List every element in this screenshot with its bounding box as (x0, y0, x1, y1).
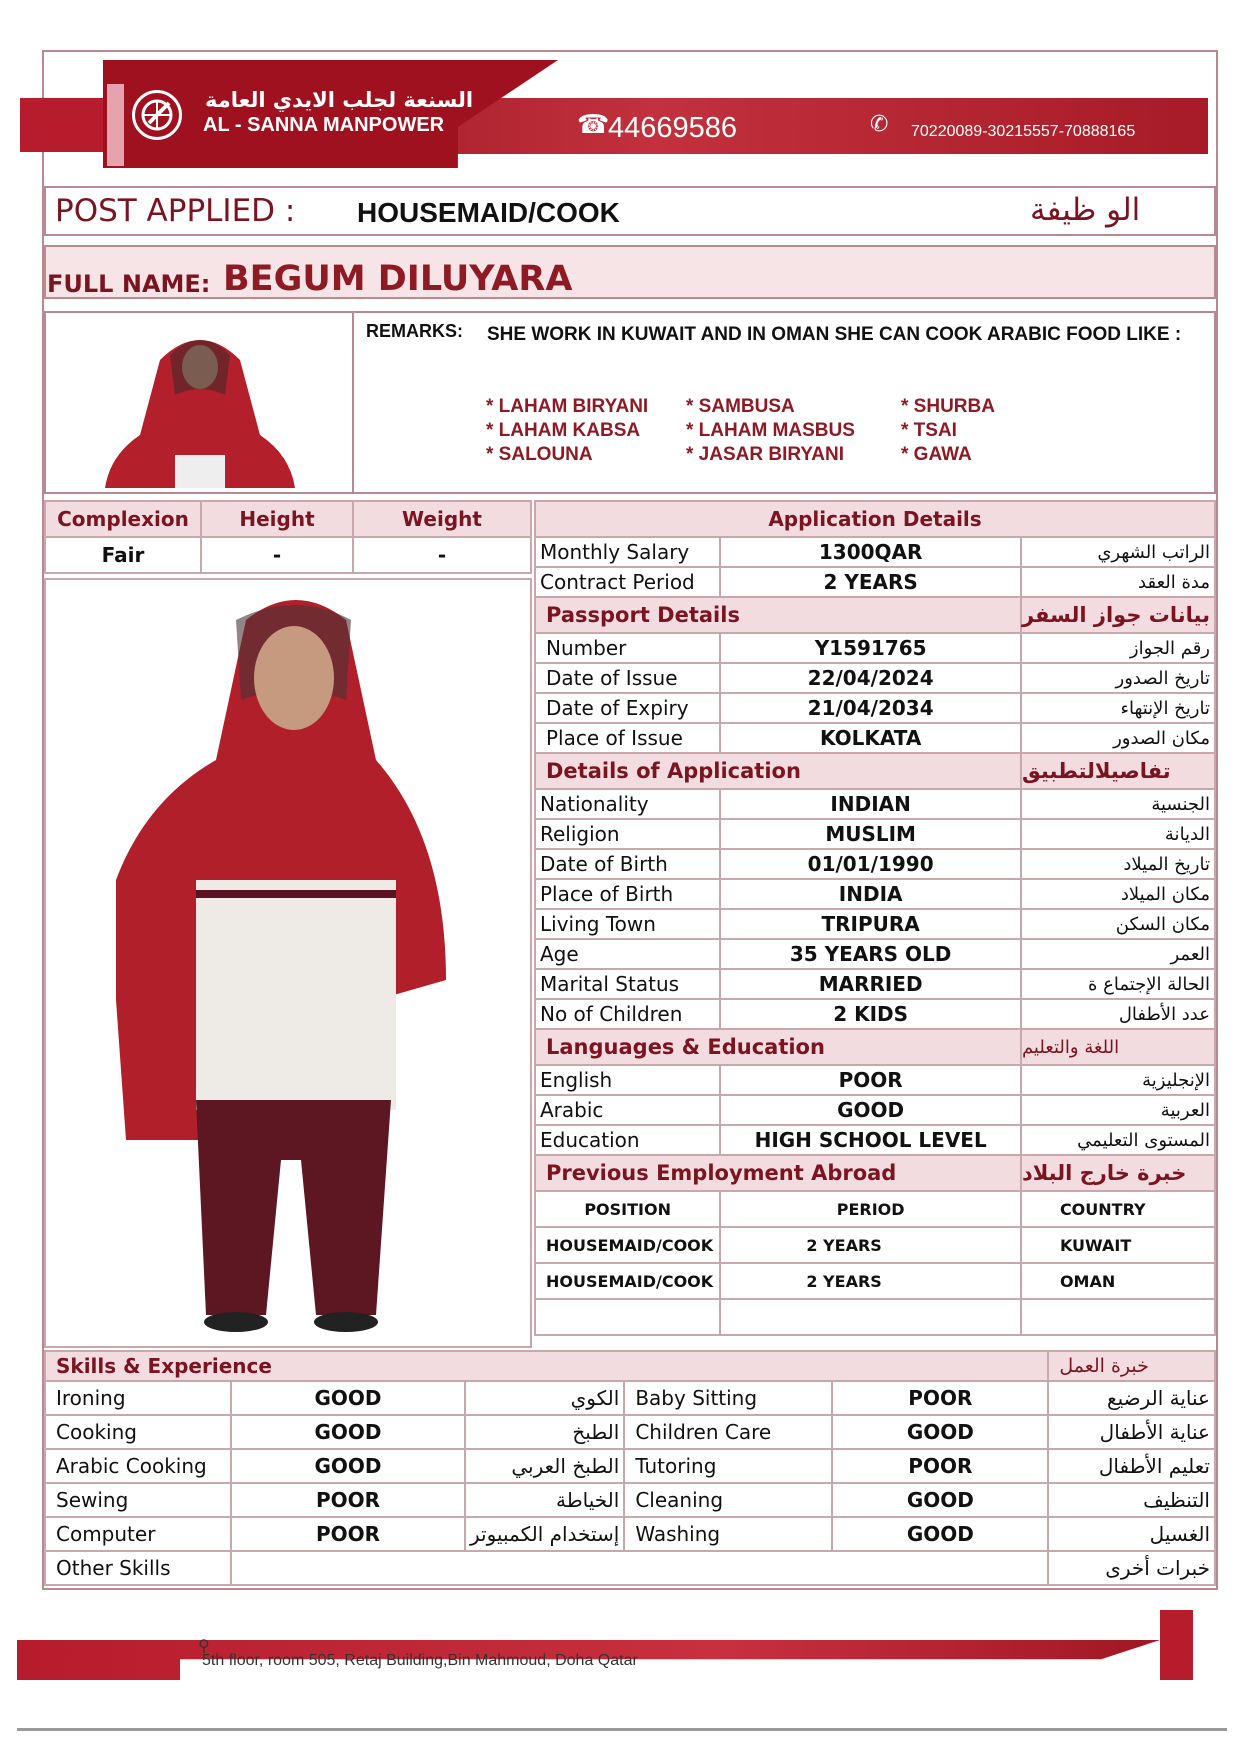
skills-table (44, 1350, 1216, 1586)
employment-country: KUWAIT (1021, 1227, 1215, 1263)
skill-value: GOOD (832, 1415, 1048, 1449)
arabic-label: Arabic (535, 1095, 720, 1125)
skill-label: Tutoring (624, 1449, 832, 1483)
age-arabic: العمر (1021, 939, 1215, 969)
living-town-label: Living Town (535, 909, 720, 939)
religion-value: MUSLIM (720, 819, 1021, 849)
skill-label: Sewing (45, 1483, 231, 1517)
food-item: * LAHAM BIRYANI (486, 396, 649, 417)
skill-label: Ironing (45, 1381, 231, 1415)
children-arabic: عدد الأطفال (1021, 999, 1215, 1029)
height-header: Height (201, 501, 353, 537)
skill-arabic: الخياطة (465, 1483, 624, 1517)
skill-value: GOOD (832, 1483, 1048, 1517)
dob-arabic: تاريخ الميلاد (1021, 849, 1215, 879)
passport-number-label: Number (535, 633, 720, 663)
post-applied-value: HOUSEMAID/COOK (357, 197, 620, 228)
birthplace-label: Place of Birth (535, 879, 720, 909)
employment-section-title: Previous Employment Abroad (535, 1155, 1021, 1191)
height-value: - (201, 537, 353, 573)
marital-value: MARRIED (720, 969, 1021, 999)
skill-value: POOR (832, 1449, 1048, 1483)
contract-value: 2 YEARS (720, 567, 1021, 597)
nationality-label: Nationality (535, 789, 720, 819)
education-arabic: المستوى التعليمي (1021, 1125, 1215, 1155)
expiry-date-arabic: تاريخ الإنتهاء (1021, 693, 1215, 723)
details-section-title: Details of Application (535, 753, 1021, 789)
children-value: 2 KIDS (720, 999, 1021, 1029)
nationality-arabic: الجنسية (1021, 789, 1215, 819)
period-header: PERIOD (720, 1191, 1021, 1227)
food-item: * JASAR BIRYANI (686, 444, 845, 465)
skill-arabic: عناية الرضيع (1048, 1381, 1215, 1415)
skill-value: GOOD (231, 1449, 465, 1483)
complexion-header: Complexion (45, 501, 201, 537)
contract-label: Contract Period (535, 567, 720, 597)
skills-section-arabic: خبرة العمل (1048, 1351, 1215, 1381)
age-value: 35 YEARS OLD (720, 939, 1021, 969)
skill-label: Baby Sitting (624, 1381, 832, 1415)
mobile-phone-icon: ✆ (870, 112, 889, 137)
food-item: * SALOUNA (486, 444, 593, 465)
skill-label: Computer (45, 1517, 231, 1551)
application-table (534, 500, 1216, 1336)
skills-section-title: Skills & Experience (45, 1351, 1048, 1381)
religion-label: Religion (535, 819, 720, 849)
footer-address: 5th floor, room 505, Retaj Building,Bin Mahmoud, Doha Qatar (202, 1652, 638, 1669)
marital-arabic: الحالة الإجتماع ة (1021, 969, 1215, 999)
food-item: * SHURBA (901, 396, 995, 417)
passport-section-arabic: بيانات جواز السفر (1021, 597, 1215, 633)
physical-table (44, 500, 532, 574)
skill-value: GOOD (231, 1415, 465, 1449)
issue-date-arabic: تاريخ الصدور (1021, 663, 1215, 693)
location-pin-icon: ⚲ (198, 1636, 210, 1655)
employment-position: HOUSEMAID/COOK (535, 1263, 720, 1299)
skill-value: POOR (231, 1517, 465, 1551)
issue-place-label: Place of Issue (535, 723, 720, 753)
dob-value: 01/01/1990 (720, 849, 1021, 879)
marital-label: Marital Status (535, 969, 720, 999)
food-list (486, 395, 1086, 467)
skill-label: Cleaning (624, 1483, 832, 1517)
skill-value: GOOD (832, 1517, 1048, 1551)
salary-value: 1300QAR (720, 537, 1021, 567)
salary-arabic: الراتب الشهري (1021, 537, 1215, 567)
expiry-date-value: 21/04/2034 (720, 693, 1021, 723)
passport-section-title: Passport Details (535, 597, 1021, 633)
arabic-arabic: العربية (1021, 1095, 1215, 1125)
salary-label: Monthly Salary (535, 537, 720, 567)
skill-arabic: تعليم الأطفال (1048, 1449, 1215, 1483)
issue-date-value: 22/04/2024 (720, 663, 1021, 693)
skill-value: POOR (231, 1483, 465, 1517)
issue-date-label: Date of Issue (535, 663, 720, 693)
living-town-value: TRIPURA (720, 909, 1021, 939)
skill-label: Cooking (45, 1415, 231, 1449)
skill-arabic: الطبخ (465, 1415, 624, 1449)
post-applied-label: POST APPLIED : (55, 193, 296, 229)
issue-place-arabic: مكان الصدور (1021, 723, 1215, 753)
age-label: Age (535, 939, 720, 969)
full-name-value: BEGUM DILUYARA (223, 259, 573, 299)
telephone-icon: ☎ (577, 110, 610, 140)
other-skills-label: Other Skills (45, 1551, 231, 1585)
footer-accent (1160, 1610, 1193, 1680)
arabic-value: GOOD (720, 1095, 1021, 1125)
weight-value: - (353, 537, 531, 573)
birthplace-arabic: مكان الميلاد (1021, 879, 1215, 909)
education-label: Education (535, 1125, 720, 1155)
passport-number-arabic: رقم الجواز (1021, 633, 1215, 663)
employment-section-arabic: خبرة خارج البلاد (1021, 1155, 1215, 1191)
company-name: AL - SANNA MANPOWER (203, 114, 445, 136)
skill-arabic: عناية الأطفال (1048, 1415, 1215, 1449)
living-town-arabic: مكان السكن (1021, 909, 1215, 939)
languages-section-arabic: اللغة والتعليم (1021, 1029, 1215, 1065)
candidate-photo-small (100, 325, 300, 488)
skill-arabic: التنظيف (1048, 1483, 1215, 1517)
full-name-row (44, 245, 1216, 299)
food-item: * TSAI (901, 420, 957, 441)
remarks-label: REMARKS: (366, 321, 463, 341)
employment-period: 2 YEARS (720, 1263, 1021, 1299)
skill-label: Arabic Cooking (45, 1449, 231, 1483)
globe-logo-icon (132, 90, 182, 140)
expiry-date-label: Date of Expiry (535, 693, 720, 723)
skill-label: Children Care (624, 1415, 832, 1449)
header-band-left (20, 98, 104, 152)
skill-arabic: الغسيل (1048, 1517, 1215, 1551)
contract-arabic: مدة العقد (1021, 567, 1215, 597)
skill-arabic: الطبخ العربي (465, 1449, 624, 1483)
employment-empty-cell (720, 1299, 1021, 1335)
issue-place-value: KOLKATA (720, 723, 1021, 753)
employment-empty-cell (1021, 1299, 1215, 1335)
dob-label: Date of Birth (535, 849, 720, 879)
other-skills-arabic: خبرات أخرى (1048, 1551, 1215, 1585)
skill-arabic: الكوي (465, 1381, 624, 1415)
employment-country: OMAN (1021, 1263, 1215, 1299)
bottom-rule (17, 1728, 1227, 1731)
full-name-label: FULL NAME: (47, 270, 211, 298)
food-item: * LAHAM MASBUS (686, 420, 855, 441)
post-applied-arabic: الو ظيفة (1030, 192, 1141, 228)
header-accent (107, 84, 124, 166)
passport-number-value: Y1591765 (720, 633, 1021, 663)
country-header: COUNTRY (1021, 1191, 1215, 1227)
skill-arabic: إستخدام الكمبيوتر (465, 1517, 624, 1551)
details-section-arabic: تفاصيلالتطبيق (1021, 753, 1215, 789)
skill-label: Washing (624, 1517, 832, 1551)
education-value: HIGH SCHOOL LEVEL (720, 1125, 1021, 1155)
skill-value: GOOD (231, 1381, 465, 1415)
food-item: * SAMBUSA (686, 396, 795, 417)
nationality-value: INDIAN (720, 789, 1021, 819)
birthplace-value: INDIA (720, 879, 1021, 909)
english-label: English (535, 1065, 720, 1095)
languages-section-title: Languages & Education (535, 1029, 1021, 1065)
religion-arabic: الديانة (1021, 819, 1215, 849)
other-skills-value (231, 1551, 1048, 1585)
company-name-arabic: السنعة لجلب الايدي العامة (205, 88, 474, 112)
position-header: POSITION (535, 1191, 720, 1227)
candidate-photo-full (44, 578, 532, 1348)
employment-position: HOUSEMAID/COOK (535, 1227, 720, 1263)
weight-header: Weight (353, 501, 531, 537)
english-arabic: الإنجليزية (1021, 1065, 1215, 1095)
complexion-value: Fair (45, 537, 201, 573)
employment-empty-cell (535, 1299, 720, 1335)
food-item: * GAWA (901, 444, 972, 465)
other-phones: 70220089-30215557-70888165 (911, 123, 1136, 140)
english-value: POOR (720, 1065, 1021, 1095)
application-details-title: Application Details (535, 501, 1215, 537)
employment-period: 2 YEARS (720, 1227, 1021, 1263)
remarks-text: SHE WORK IN KUWAIT AND IN OMAN SHE CAN COOK ARABIC FOOD LIKE : (487, 324, 1182, 345)
main-phone: 44669586 (608, 112, 738, 144)
skill-value: POOR (832, 1381, 1048, 1415)
food-item: * LAHAM KABSA (486, 420, 641, 441)
children-label: No of Children (535, 999, 720, 1029)
